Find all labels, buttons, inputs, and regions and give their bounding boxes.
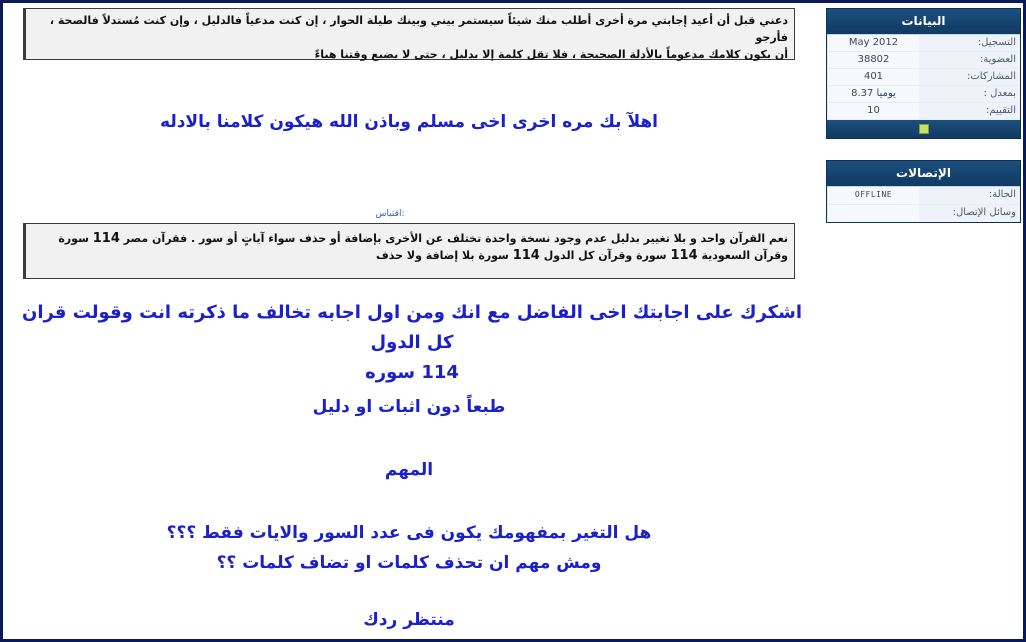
quote-text: نعم القرآن واحد و بلا تغيير بدليل عدم وجود نسخة واحدة تختلف عن الأخرى بإضافة أو حذف سواء آياتٍ أو سور . فقرآن مصر xyxy=(123,232,788,245)
reply-text xyxy=(23,518,795,578)
quote-box xyxy=(23,223,795,279)
reply-line: 114 سوره xyxy=(365,362,459,383)
reply-line: ومش مهم ان تحذف كلمات او تضاف كلمات ؟؟ xyxy=(216,553,602,573)
info-row-posts xyxy=(827,69,1020,86)
contact-row-status xyxy=(827,187,1020,205)
contact-panel xyxy=(826,160,1021,223)
info-value: 401 xyxy=(827,69,919,85)
quote-number: 114 xyxy=(92,231,120,246)
quote-text: وقرآن السعودية xyxy=(701,249,788,262)
contact-label: الحالة: xyxy=(919,187,1020,204)
reply-text: طبعاً دون اثبات او دليل xyxy=(312,397,506,417)
contact-title: الإتصالات xyxy=(827,161,1020,187)
quote-number: 114 xyxy=(512,248,540,263)
quote-line xyxy=(32,247,788,264)
info-value: 8.37 يوميا xyxy=(827,86,919,102)
quote-label: اقتباس: xyxy=(375,209,405,219)
info-label: التقييم: xyxy=(919,103,1020,119)
status-offline: OFFLINE xyxy=(827,187,919,204)
quote-line: أن يكون كلامك مدعوماً بالأدلة الصحيحة ، فلا تقل كلمة إلا بدليل ، حتى لا يضيع وقتنا هباءً xyxy=(314,48,788,61)
reply-text: اهلآ بك مره اخرى اخى مسلم وباذن الله هيكون كلامنا بالادله xyxy=(160,112,658,132)
quote-line xyxy=(32,230,788,247)
reply-text xyxy=(8,298,816,388)
user-info-title: البيانات xyxy=(827,9,1020,35)
reply-text: منتظر ردك xyxy=(363,610,455,630)
reply-line: اشكرك على اجابتك اخى الفاضل مع انك ومن اول اجابه تخالف ما ذكرته انت وقولت قران كل الدول xyxy=(21,302,803,353)
quote-text: سورة وقرآن كل الدول xyxy=(543,249,667,262)
reply-line: هل التغير بمفهومك يكون فى عدد السور والايات فقط ؟؟؟ xyxy=(166,523,652,543)
quote-line: دعني قبل أن أعيد إجابتي مرة أخرى أطلب منك شيئاً سيستمر بيني وبينك طيلة الحوار ، إن كنت مدعياً فالدليل ، وإن كنت مُستدلاً فالصحة ، فأرجو xyxy=(49,14,788,44)
info-value: 10 xyxy=(827,103,919,119)
quote-number: 114 xyxy=(670,248,698,263)
contact-row-methods xyxy=(827,205,1020,222)
info-row-registered xyxy=(827,35,1020,52)
rating-square-icon xyxy=(919,124,929,134)
quote-text: سورة xyxy=(58,232,89,245)
info-label: المشاركات: xyxy=(919,69,1020,85)
reply-text: المهم xyxy=(384,460,434,480)
info-value: 38802 xyxy=(827,52,919,68)
info-value: May 2012 xyxy=(827,35,919,51)
contact-label: وسائل الإتصال: xyxy=(919,205,1020,222)
info-row-rate xyxy=(827,86,1020,103)
info-label: بمعدل : xyxy=(919,86,1020,102)
info-row-rating xyxy=(827,103,1020,120)
contact-value xyxy=(827,205,919,222)
info-label: العضوية: xyxy=(919,52,1020,68)
quote-box xyxy=(23,8,795,60)
info-row-member-id xyxy=(827,52,1020,69)
user-info-panel xyxy=(826,8,1021,139)
quote-text: سورة بلا إضافة ولا حذف xyxy=(376,249,509,262)
info-label: التسجيل: xyxy=(919,35,1020,51)
info-panel-footer xyxy=(827,120,1020,138)
